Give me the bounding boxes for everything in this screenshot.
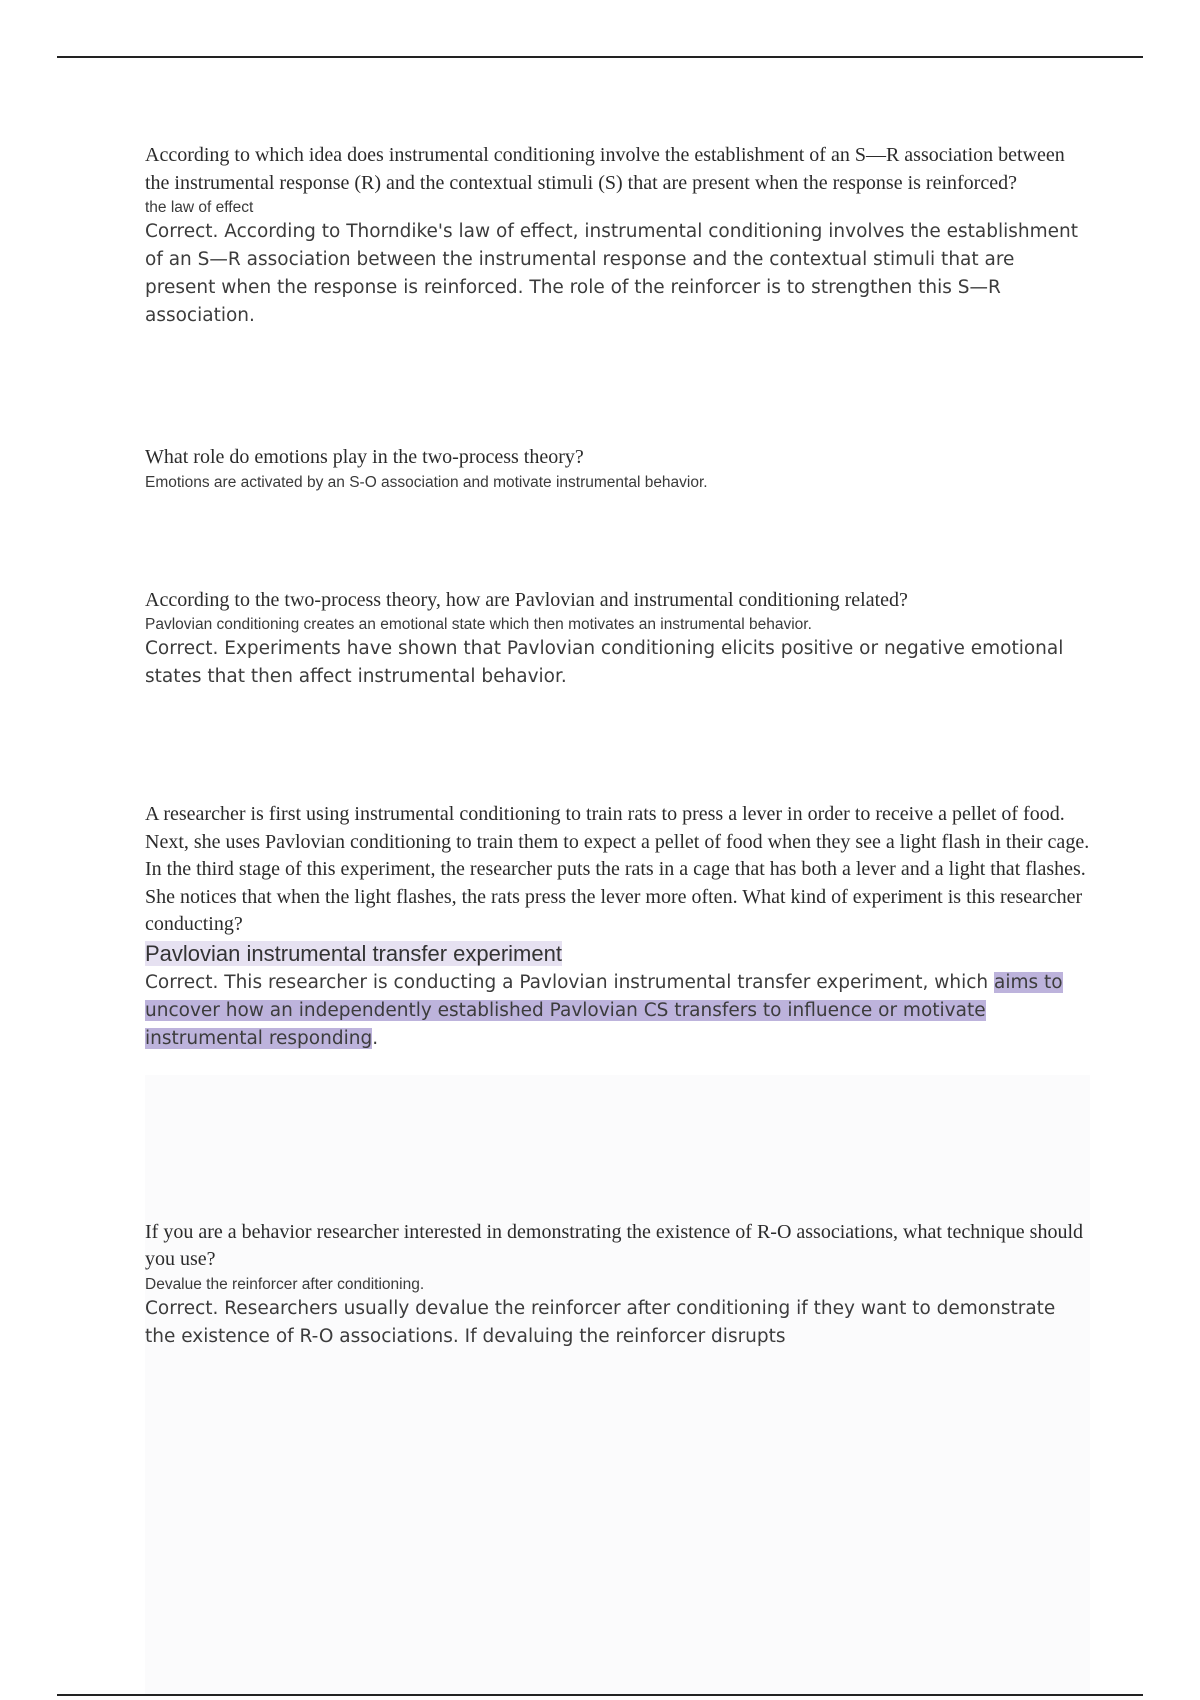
question-text: According to the two-process theory, how are Pavlovian and instrumental conditioning related? [145, 588, 908, 611]
qa-block [145, 444, 1090, 493]
answer-text [145, 939, 1090, 969]
feedback-text: Correct. Experiments have shown that Pavlovian conditioning elicits positive or negative emotional states that then affect instrumental behavior. [145, 638, 1064, 687]
question-text: A researcher is first using instrumental conditioning to train rats to press a lever in order to receive a pellet of food. Next, she uses Pavlovian conditioning to train them to expect a pellet of food when they see a light flash in their cage. In the third stage of this experiment, the researcher puts the rats in a cage that has both a lever and a light that flashes. She notices that when the light flashes, the rats press the lever more often. What kind of experiment is this researcher conducting? [145, 803, 1090, 935]
feedback-text [145, 969, 1090, 1053]
question-text: What role do emotions play in the two-process theory? [145, 446, 584, 468]
feedback-text: Correct. According to Thorndike's law of effect, instrumental conditioning involves the establishment of an S—R association between the instrumental response and the contextual stimuli that are present when the response is reinforced. The role of the reinforcer is to strengthen this S—R association. [145, 221, 1079, 326]
qa-block [145, 1219, 1090, 1351]
question-text: According to which idea does instrumental conditioning involve the establishment of an S—R association between the instrumental response (R) and the contextual stimuli (S) that are present when the response is reinforced? [145, 144, 1065, 194]
top-rule [57, 56, 1143, 58]
qa-block [145, 587, 1090, 692]
answer-highlight: Pavlovian instrumental transfer experiment [145, 940, 562, 966]
feedback-text: Correct. Researchers usually devalue the reinforcer after conditioning if they want to demonstrate the existence of R-O associations. If devaluing the reinforcer disrupts [145, 1297, 1056, 1347]
answer-text: Devalue the reinforcer after conditioning. [145, 1275, 425, 1293]
feedback-end-text: . [372, 1027, 379, 1049]
qa-block [145, 142, 1090, 330]
feedback-highlighted-text: aims to uncover how an independently established Pavlovian CS transfers to influence or motivate instrumental responding [145, 971, 1063, 1049]
answer-text: the law of effect [145, 199, 254, 216]
bottom-rule [57, 1694, 1143, 1696]
question-text: If you are a behavior researcher interested in demonstrating the existence of R-O associations, what technique should you use? [145, 1220, 1084, 1270]
answer-text: Pavlovian conditioning creates an emotional state which then motivates an instrumental behavior. [145, 616, 812, 633]
document-body [145, 142, 1090, 1351]
answer-text: Emotions are activated by an S-O association and motivate instrumental behavior. [145, 473, 708, 491]
qa-block [145, 801, 1090, 1053]
feedback-plain-text: Correct. This researcher is conducting a Pavlovian instrumental transfer experiment, which [145, 971, 995, 993]
